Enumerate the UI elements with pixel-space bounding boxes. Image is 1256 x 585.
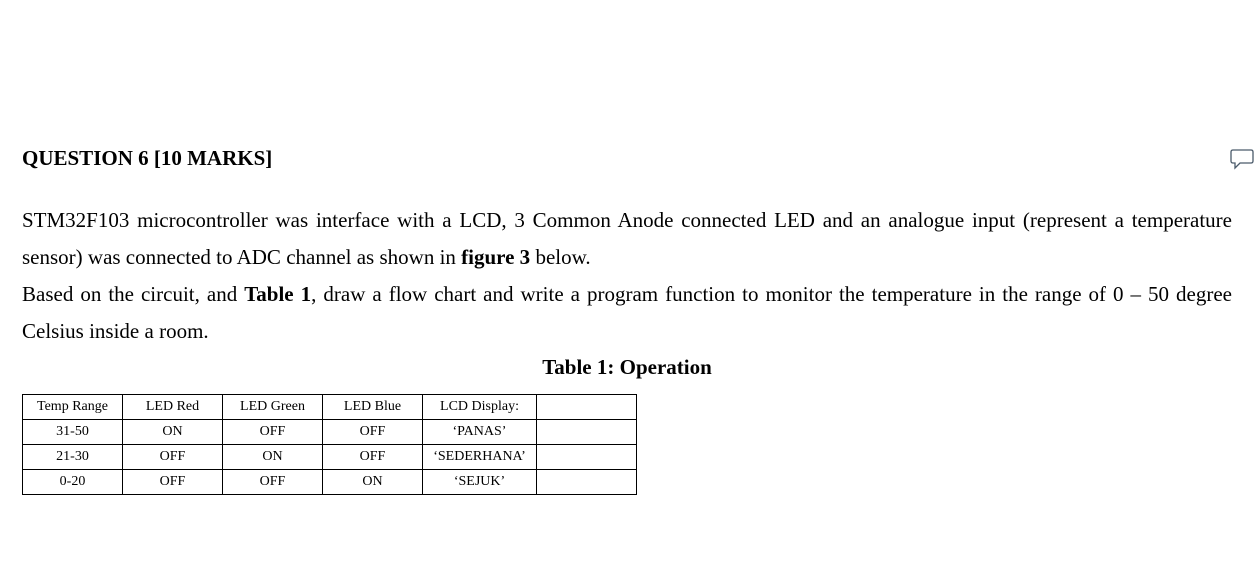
- question-paragraph-1: [22, 202, 1232, 276]
- paragraph-1-text: STM32F103 microcontroller was interface with a LCD, 3 Common Anode connected LED and an analogue input (represent a temperature sensor) was connected to ADC channel as shown in: [22, 208, 1232, 269]
- table-caption: Table 1: Operation: [542, 355, 712, 379]
- operation-table: [22, 394, 637, 495]
- table-cell: 21-30: [23, 445, 123, 470]
- figure-reference: figure 3: [461, 245, 531, 269]
- table-row: [23, 470, 637, 495]
- header-cell: LED Blue: [323, 395, 423, 420]
- table-cell: ON: [223, 445, 323, 470]
- paragraph-2-text: Based on the circuit, and: [22, 282, 245, 306]
- header-cell: Temp Range: [23, 395, 123, 420]
- table-cell: [537, 445, 637, 470]
- table-cell: 0-20: [23, 470, 123, 495]
- table-cell: ON: [123, 420, 223, 445]
- table-reference: Table 1: [244, 282, 312, 306]
- table-header-row: [23, 395, 637, 420]
- table-cell: OFF: [223, 470, 323, 495]
- table-cell: OFF: [323, 420, 423, 445]
- header-cell: [537, 395, 637, 420]
- table-cell: ‘SEDERHANA’: [423, 445, 537, 470]
- table-cell: OFF: [123, 445, 223, 470]
- table-row: [23, 445, 637, 470]
- question-heading: QUESTION 6 [10 MARKS]: [22, 146, 273, 170]
- table-cell: OFF: [223, 420, 323, 445]
- paragraph-2-end: , draw a flow chart and write a program function to monitor the temperature in the range of 0 – 50 degree Celsius inside a room.: [22, 282, 1232, 343]
- comment-icon[interactable]: [1230, 148, 1254, 170]
- table-cell: [537, 420, 637, 445]
- header-cell: LED Green: [223, 395, 323, 420]
- question-paragraph-2: [22, 276, 1232, 350]
- header-cell: LCD Display:: [423, 395, 537, 420]
- table-cell: 31-50: [23, 420, 123, 445]
- header-cell: LED Red: [123, 395, 223, 420]
- table-cell: [537, 470, 637, 495]
- table-cell: ‘SEJUK’: [423, 470, 537, 495]
- table-cell: OFF: [123, 470, 223, 495]
- table-cell: ON: [323, 470, 423, 495]
- paragraph-1-end: below.: [530, 245, 591, 269]
- table-cell: OFF: [323, 445, 423, 470]
- table-row: [23, 420, 637, 445]
- table-cell: ‘PANAS’: [423, 420, 537, 445]
